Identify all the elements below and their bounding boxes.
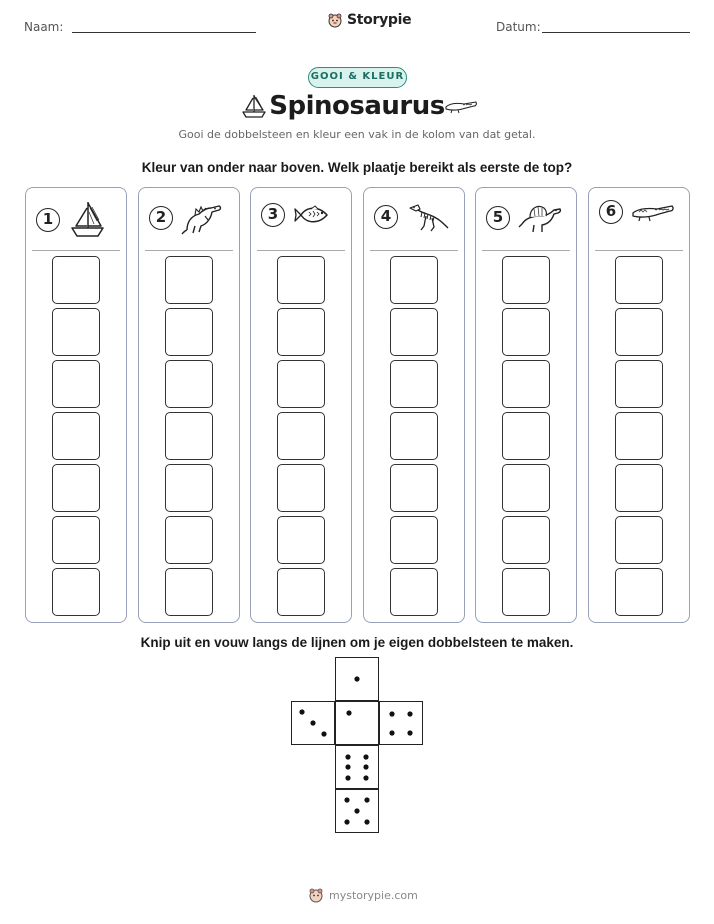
color-cell[interactable] [277, 568, 325, 616]
color-cell[interactable] [615, 568, 663, 616]
die-face-back [335, 789, 379, 833]
column-2 [138, 187, 240, 623]
column-number: 2 [149, 206, 173, 230]
column-number: 1 [36, 208, 60, 232]
die-instruction: Knip uit en vouw langs de lijnen om je eigen dobbelsteen te maken. [140, 635, 574, 650]
die-face-left [291, 701, 335, 745]
color-cell[interactable] [52, 360, 100, 408]
color-cell[interactable] [502, 256, 550, 304]
column-divider [370, 250, 458, 251]
column-divider [32, 250, 120, 251]
color-cell[interactable] [390, 412, 438, 460]
die-face-top [335, 657, 379, 701]
column-divider [482, 250, 570, 251]
color-cell[interactable] [165, 308, 213, 356]
brand-name: Storypie [347, 12, 412, 28]
color-cell[interactable] [502, 516, 550, 564]
color-cell[interactable] [615, 256, 663, 304]
column-divider [145, 250, 233, 251]
crocodile-icon [444, 98, 478, 114]
color-cell[interactable] [390, 568, 438, 616]
column-number: 3 [261, 203, 285, 227]
fish-icon [293, 200, 333, 230]
color-cell[interactable] [165, 256, 213, 304]
color-cell[interactable] [52, 308, 100, 356]
brand-logo [327, 12, 411, 28]
spinosaurus-walking-icon [518, 200, 562, 236]
color-cell[interactable] [165, 412, 213, 460]
die-face-right [379, 701, 423, 745]
storypie-mascot-icon [327, 12, 343, 28]
activity-badge: GOOI & KLEUR [308, 67, 407, 88]
crocodile-icon [631, 200, 675, 224]
footer-url[interactable]: mystorypie.com [329, 888, 418, 902]
column-divider [257, 250, 345, 251]
color-cell[interactable] [502, 568, 550, 616]
color-cell[interactable] [165, 464, 213, 512]
color-cell[interactable] [165, 516, 213, 564]
column-5 [475, 187, 577, 623]
storypie-mascot-icon [308, 887, 324, 903]
color-cell[interactable] [615, 360, 663, 408]
column-6 [588, 187, 690, 623]
dinosaur-skeleton-icon [406, 200, 450, 234]
name-line[interactable] [72, 32, 256, 33]
color-cell[interactable] [390, 516, 438, 564]
color-cell[interactable] [52, 412, 100, 460]
color-cell[interactable] [615, 464, 663, 512]
column-4 [363, 187, 465, 623]
color-cell[interactable] [502, 308, 550, 356]
footer [308, 887, 418, 903]
color-cell[interactable] [277, 464, 325, 512]
column-1 [25, 187, 127, 623]
spinosaurus-icon [181, 200, 225, 236]
column-divider [595, 250, 683, 251]
color-cell[interactable] [390, 464, 438, 512]
color-cell[interactable] [502, 464, 550, 512]
color-cell[interactable] [502, 360, 550, 408]
sailboat-icon [68, 200, 106, 240]
color-cell[interactable] [390, 360, 438, 408]
die-face-bottom [335, 745, 379, 789]
color-cell[interactable] [52, 516, 100, 564]
color-cell[interactable] [52, 568, 100, 616]
color-cell[interactable] [390, 308, 438, 356]
name-label: Naam: [24, 20, 64, 34]
color-cell[interactable] [52, 464, 100, 512]
column-3 [250, 187, 352, 623]
color-cell[interactable] [277, 360, 325, 408]
color-cell[interactable] [615, 308, 663, 356]
column-number: 5 [486, 206, 510, 230]
color-cell[interactable] [390, 256, 438, 304]
color-cell[interactable] [277, 308, 325, 356]
color-cell[interactable] [277, 412, 325, 460]
column-number: 4 [374, 205, 398, 229]
subtitle: Gooi de dobbelsteen en kleur een vak in de kolom van dat getal. [178, 128, 536, 141]
color-cell[interactable] [615, 412, 663, 460]
color-cell[interactable] [52, 256, 100, 304]
die-face-center [335, 701, 379, 745]
color-cell[interactable] [165, 568, 213, 616]
color-cell[interactable] [165, 360, 213, 408]
board-instruction: Kleur van onder naar boven. Welk plaatje bereikt als eerste de top? [141, 160, 573, 175]
column-number: 6 [599, 200, 623, 224]
color-cell[interactable] [502, 412, 550, 460]
date-label: Datum: [496, 20, 541, 34]
color-cell[interactable] [615, 516, 663, 564]
color-cell[interactable] [277, 256, 325, 304]
date-line[interactable] [542, 32, 690, 33]
page-title: Spinosaurus [269, 91, 445, 121]
color-cell[interactable] [277, 516, 325, 564]
